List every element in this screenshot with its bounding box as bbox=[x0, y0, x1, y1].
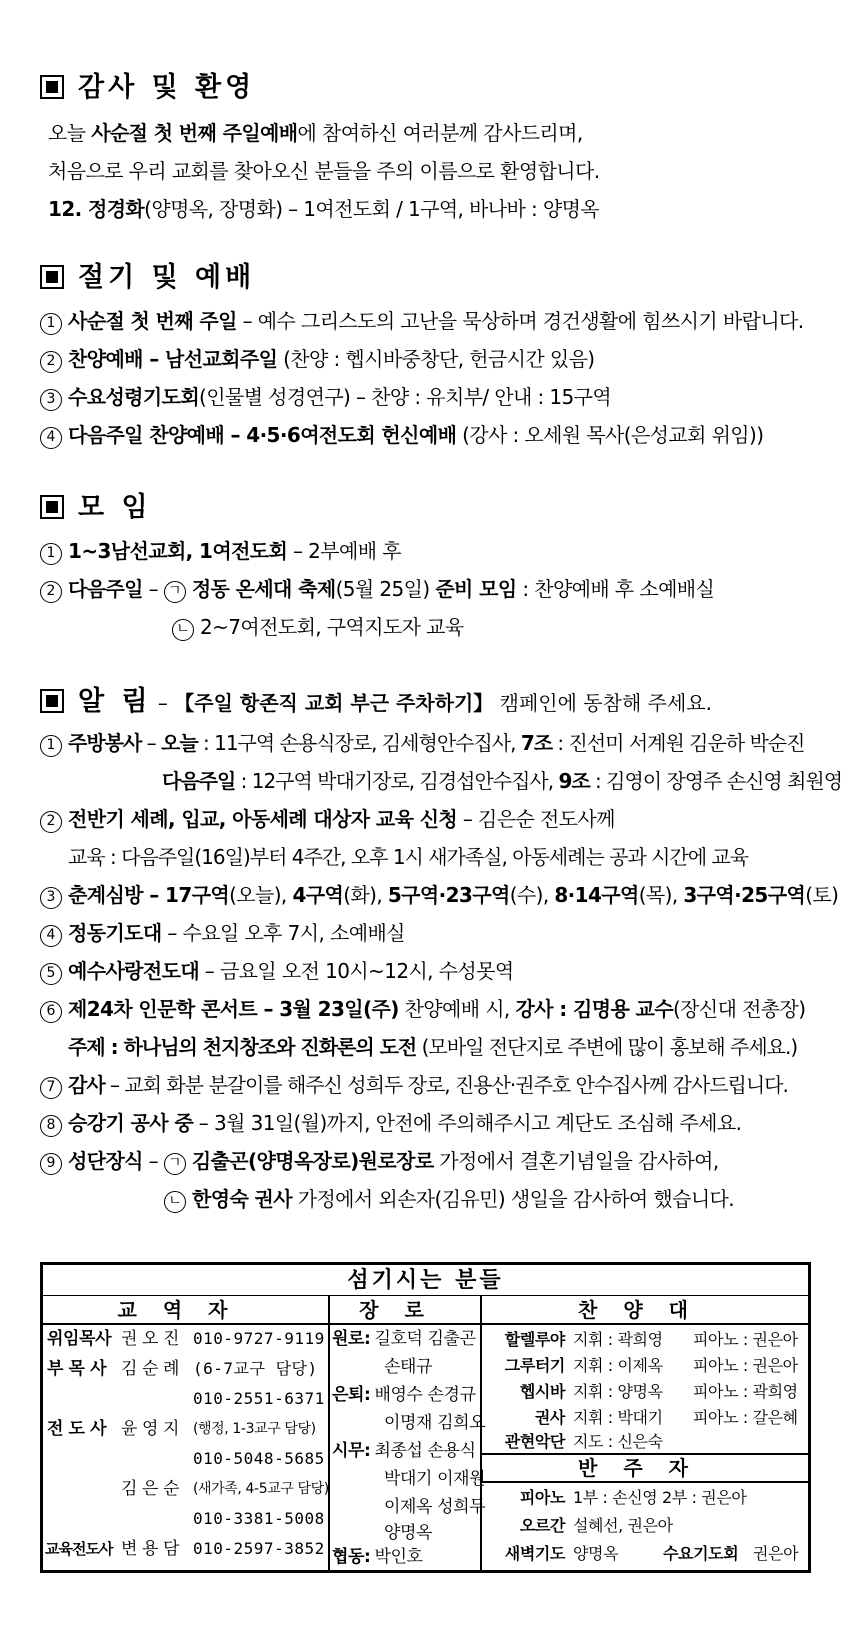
thanks-line-3 bbox=[40, 190, 830, 228]
season-section bbox=[40, 258, 830, 454]
baptism-contact: – 김은순 전도사께 bbox=[457, 807, 615, 831]
baptism-education: 전반기 세례, 입교, 아동세례 대상자 교육 신청 bbox=[68, 807, 458, 831]
notice-item-6 bbox=[40, 990, 830, 1028]
minister-row bbox=[47, 1354, 106, 1384]
circled-number-icon: 6 bbox=[40, 1001, 62, 1023]
visit-4-day: (목), bbox=[638, 883, 684, 907]
altar-donor-1: 김출곤(양명옥장로)원로장로 bbox=[191, 1149, 434, 1173]
minister-name: 권 오 진 bbox=[121, 1329, 180, 1349]
minister-row bbox=[121, 1414, 179, 1444]
visit-5: 3구역·25구역 bbox=[683, 883, 806, 907]
concert-speaker-title: (장신대 전총장) bbox=[672, 997, 806, 1021]
circled-number-icon: 5 bbox=[40, 963, 62, 985]
elder-names: 이명재 김희오 bbox=[384, 1413, 486, 1433]
accomp-row bbox=[573, 1511, 673, 1541]
elevator-work: 승강기 공사 중 bbox=[68, 1111, 194, 1135]
elder-names: 박대기 이재원 bbox=[384, 1469, 486, 1489]
evangelism-detail: – 금요일 오전 10시~12시, 수성못역 bbox=[199, 959, 514, 983]
thanks-heading bbox=[40, 68, 830, 108]
meeting-item-1-bold: 1~3남선교회, 1여전도회 bbox=[68, 539, 288, 563]
festival-date: (5월 25일) bbox=[335, 577, 436, 601]
kitchen-next-label: 다음주일 bbox=[162, 769, 236, 793]
evangelism-team: 예수사랑전도대 bbox=[68, 959, 200, 983]
visit-5-day: (토) bbox=[805, 883, 839, 907]
minister-row bbox=[193, 1354, 318, 1384]
season-item-3-rest: (인물별 성경연구) – 찬양 : 유치부/ 안내 : 15구역 bbox=[199, 385, 612, 409]
circled-number-icon: 7 bbox=[40, 1077, 62, 1099]
circled-letter-icon: ㄴ bbox=[172, 619, 194, 641]
visit-1-day: (오늘), bbox=[229, 883, 293, 907]
circled-number-icon: 1 bbox=[40, 735, 62, 757]
visit-2-day: (화), bbox=[343, 883, 388, 907]
elder-label: 시무: bbox=[332, 1441, 371, 1461]
kitchen-today-members: : 진선미 서계원 김운하 박순진 bbox=[552, 731, 805, 755]
visit-1: 춘계심방 – 17구역 bbox=[68, 883, 230, 907]
choir-name: 그루터기 bbox=[504, 1356, 565, 1375]
birthday-name: 12. 정경화 bbox=[48, 197, 145, 221]
servers-table bbox=[40, 1262, 811, 1573]
minister-row bbox=[193, 1444, 325, 1474]
meeting-heading bbox=[40, 488, 830, 528]
choir-row bbox=[485, 1427, 565, 1457]
concert-speaker: 강사 : 김명용 교수 bbox=[515, 997, 673, 1021]
minister-row bbox=[47, 1414, 106, 1444]
season-item-3 bbox=[40, 378, 830, 416]
notice-item-2-line-2 bbox=[40, 838, 830, 876]
choir-pianist: 피아노 : 권은아 bbox=[693, 1330, 798, 1349]
choir-pianist: 피아노 : 곽희영 bbox=[693, 1382, 798, 1401]
choir-name: 관현악단 bbox=[504, 1432, 565, 1451]
altar-donor-2: 한영숙 권사 bbox=[192, 1187, 292, 1211]
season-item-4-bold: 다음주일 찬양예배 – 4·5·6여전도회 헌신예배 bbox=[68, 423, 457, 447]
circled-number-icon: 1 bbox=[40, 313, 62, 335]
minister-name: 김 순 례 bbox=[121, 1359, 180, 1379]
meeting-item-2-dash: – bbox=[142, 577, 164, 601]
thanks-line-1-bold: 사순절 첫 번째 주일예배 bbox=[91, 121, 298, 145]
notice-item-3 bbox=[40, 876, 839, 914]
season-item-4 bbox=[40, 416, 830, 454]
kitchen-dash: – bbox=[141, 731, 161, 755]
notice-item-9 bbox=[40, 1142, 830, 1180]
accomp-row bbox=[485, 1483, 565, 1513]
accomp-text: 1부 : 손신영 2부 : 권은아 bbox=[573, 1488, 747, 1507]
thanks-line-1 bbox=[40, 114, 830, 152]
thanks-line-1-pre: 오늘 bbox=[48, 121, 92, 145]
baptism-schedule: 교육 : 다음주일(16일)부터 4주간, 오후 1시 새가족실, 아동세례는 공과 시간에 교육 bbox=[68, 845, 749, 869]
minister-phone: 010-9727-9119 bbox=[193, 1329, 325, 1348]
visit-4: 8·14구역 bbox=[554, 883, 639, 907]
notice-item-9-sub-2 bbox=[40, 1180, 830, 1218]
season-item-1-rest: – 예수 그리스도의 고난을 묵상하며 경건생활에 힘쓰시기 바랍니다. bbox=[236, 309, 804, 333]
elder-names: 박인호 bbox=[374, 1547, 423, 1567]
elder-row bbox=[384, 1408, 485, 1438]
birthday-detail: (양명옥, 장명화) – 1여전도회 / 1구역, 바나바 : 양명옥 bbox=[144, 197, 600, 221]
altar-flowers: 성단장식 bbox=[68, 1149, 143, 1173]
season-item-2-bold: 찬양예배 – 남선교회주일 bbox=[68, 347, 278, 371]
circled-number-icon: 3 bbox=[40, 389, 62, 411]
minister-row bbox=[121, 1534, 179, 1564]
choir-leader: 지휘 : 박대기 bbox=[573, 1408, 663, 1427]
accomp-row bbox=[573, 1539, 618, 1569]
choir-leader: 지휘 : 이제옥 bbox=[573, 1356, 663, 1375]
notice-item-5 bbox=[40, 952, 830, 990]
elder-names: 이제옥 성희두 bbox=[384, 1497, 486, 1517]
accomp-name: 새벽기도 bbox=[504, 1544, 565, 1563]
kitchen-next-members: : 김영이 장영주 손신영 최원영 bbox=[589, 769, 843, 793]
meeting-heading-text: 모 임 bbox=[78, 492, 152, 523]
elder-row bbox=[332, 1436, 476, 1466]
minister-duty: (새가족, 4-5교구 담당) bbox=[193, 1481, 329, 1497]
kitchen-today-team: 7조 bbox=[520, 731, 553, 755]
choir-name: 헵시바 bbox=[519, 1382, 565, 1401]
choir-leader: 지도 : 신은숙 bbox=[573, 1432, 663, 1451]
colhead-ministers: 교역자 bbox=[117, 1298, 254, 1322]
notice-item-8 bbox=[40, 1104, 830, 1142]
minister-row bbox=[121, 1324, 179, 1354]
elder-row bbox=[332, 1542, 423, 1572]
season-heading-text: 절기 및 예배 bbox=[78, 262, 256, 293]
parking-campaign-rest: 캠페인에 동참해 주세요. bbox=[493, 691, 712, 715]
minister-row bbox=[47, 1324, 111, 1354]
elder-names: 길호덕 김출곤 bbox=[374, 1329, 476, 1349]
notice-item-2 bbox=[40, 800, 830, 838]
minister-phone: 010-5048-5685 bbox=[193, 1449, 325, 1468]
elder-row bbox=[332, 1380, 476, 1410]
elder-names: 최종섭 손용식 bbox=[374, 1441, 476, 1461]
minister-row bbox=[193, 1384, 325, 1414]
elder-names: 양명옥 bbox=[384, 1523, 433, 1543]
concert-title: 제24차 인문학 콘서트 – 3월 23일(주) bbox=[68, 997, 399, 1021]
minister-row bbox=[121, 1474, 179, 1504]
choir-leader: 지휘 : 곽희영 bbox=[573, 1330, 663, 1349]
meeting-item-2 bbox=[40, 570, 830, 608]
notice-heading bbox=[40, 682, 830, 722]
choir-pianist: 피아노 : 권은아 bbox=[693, 1356, 798, 1375]
season-item-4-rest: (강사 : 오세원 목사(은성교회 위임)) bbox=[456, 423, 764, 447]
elder-label: 협동: bbox=[332, 1547, 371, 1567]
accomp-row bbox=[663, 1539, 738, 1569]
notice-item-4 bbox=[40, 914, 830, 952]
meeting-item-1-rest: – 2부예배 후 bbox=[287, 539, 401, 563]
minister-duty: (6-7교구 담당) bbox=[193, 1359, 318, 1378]
circled-number-icon: 4 bbox=[40, 427, 62, 449]
notice-heading-dash: – bbox=[151, 691, 175, 715]
minister-phone: 010-3381-5008 bbox=[193, 1509, 325, 1528]
thanks-line-1-post: 에 참여하신 여러분께 감사드리며, bbox=[297, 121, 583, 145]
circled-number-icon: 2 bbox=[40, 351, 62, 373]
elder-row bbox=[384, 1352, 432, 1382]
notice-heading-text: 알 림 bbox=[78, 686, 152, 717]
accomp-extra: 권은아 bbox=[753, 1544, 799, 1563]
kitchen-today-label: 오늘 bbox=[161, 731, 198, 755]
season-item-3-bold: 수요성령기도회 bbox=[68, 385, 200, 409]
kitchen-today: : 11구역 손용식장로, 김세형안수집사, bbox=[197, 731, 521, 755]
minister-name: 김 은 순 bbox=[121, 1479, 180, 1499]
elder-names: 배영수 손경규 bbox=[374, 1385, 476, 1405]
notice-item-7 bbox=[40, 1066, 830, 1104]
kitchen-next: : 12구역 박대기장로, 김경섭안수집사, bbox=[235, 769, 559, 793]
notice-item-1 bbox=[40, 724, 830, 762]
thanks-section bbox=[40, 68, 830, 228]
minister-row bbox=[121, 1354, 179, 1384]
visit-2: 4구역 bbox=[292, 883, 344, 907]
square-bullet-icon bbox=[40, 265, 64, 289]
accomp-row bbox=[753, 1539, 798, 1569]
elder-row bbox=[332, 1324, 476, 1354]
meeting-section bbox=[40, 488, 830, 646]
thanks-line-2 bbox=[40, 152, 830, 190]
minister-row bbox=[193, 1504, 325, 1534]
choir-row bbox=[573, 1427, 663, 1457]
meeting-item-1 bbox=[40, 532, 830, 570]
circled-letter-icon: ㄱ bbox=[164, 1153, 186, 1175]
choir-row bbox=[693, 1403, 798, 1433]
accomp-name: 오르간 bbox=[519, 1516, 565, 1535]
minister-role: 위임목사 bbox=[47, 1329, 112, 1349]
accomp-text: 양명옥 bbox=[573, 1544, 619, 1563]
season-item-2 bbox=[40, 340, 830, 378]
minister-name: 변 용 담 bbox=[121, 1539, 180, 1559]
minister-row bbox=[193, 1324, 325, 1354]
prayer-group: 정동기도대 bbox=[68, 921, 162, 945]
divider-ministers-elders bbox=[328, 1296, 330, 1570]
notice-section bbox=[40, 682, 843, 1218]
accomp-name: 피아노 bbox=[519, 1488, 565, 1507]
choir-leader: 지휘 : 양명옥 bbox=[573, 1382, 663, 1401]
accomp-text: 설혜선, 권은아 bbox=[573, 1516, 673, 1535]
visit-3-day: (수), bbox=[509, 883, 555, 907]
accomp-extra-label: 수요기도회 bbox=[663, 1544, 739, 1563]
colhead-accomp: 반주자 bbox=[578, 1456, 714, 1480]
thanks-notice: 감사 bbox=[68, 1073, 105, 1097]
meeting-item-2-bold: 다음주일 bbox=[68, 577, 143, 601]
elder-label: 원로: bbox=[332, 1329, 371, 1349]
altar-dash: – bbox=[142, 1149, 164, 1173]
minister-name: 윤 영 지 bbox=[121, 1419, 180, 1439]
prep-meeting: 준비 모임 bbox=[435, 577, 517, 601]
elder-names: 손태규 bbox=[384, 1357, 433, 1377]
square-bullet-icon bbox=[40, 495, 64, 519]
choir-name: 할렐루야 bbox=[504, 1330, 565, 1349]
prayer-group-detail: – 수요일 오후 7시, 소예배실 bbox=[161, 921, 405, 945]
kitchen-service: 주방봉사 bbox=[68, 731, 142, 755]
thanks-heading-text: 감사 및 환영 bbox=[78, 72, 256, 103]
meeting-item-2-sub-2 bbox=[40, 608, 830, 646]
minister-duty: (행정, 1-3교구 담당) bbox=[193, 1421, 316, 1437]
meeting-item-2-sub-2-text: 2~7여전도회, 구역지도자 교육 bbox=[200, 615, 464, 639]
colhead-choir: 찬양대 bbox=[578, 1298, 714, 1322]
concert-promo: (모바일 전단지로 주변에 많이 홍보해 주세요.) bbox=[416, 1035, 798, 1059]
visit-3: 5구역·23구역 bbox=[387, 883, 510, 907]
elevator-work-detail: – 3월 31일(월)까지, 안전에 주의해주시고 계단도 조심해 주세요. bbox=[193, 1111, 742, 1135]
accomp-row bbox=[485, 1539, 565, 1569]
circled-number-icon: 8 bbox=[40, 1115, 62, 1137]
circled-letter-icon: ㄴ bbox=[164, 1191, 186, 1213]
minister-row bbox=[193, 1474, 329, 1504]
altar-donor-2-detail: 가정에서 외손자(김유민) 생일을 감사하여 했습니다. bbox=[291, 1187, 735, 1211]
servers-title: 섬기시는 분들 bbox=[43, 1265, 808, 1296]
elder-row bbox=[384, 1464, 485, 1494]
choir-pianist: 피아노 : 갈은혜 bbox=[693, 1408, 798, 1427]
circled-number-icon: 9 bbox=[40, 1153, 62, 1175]
altar-donor-1-detail: 가정에서 결혼기념일을 감사하여, bbox=[433, 1149, 719, 1173]
elder-label: 은퇴: bbox=[332, 1385, 371, 1405]
parking-campaign: 【주일 항존직 교회 부근 주차하기】 bbox=[174, 691, 494, 715]
season-item-1 bbox=[40, 302, 830, 340]
prep-meeting-detail: : 찬양예배 후 소예배실 bbox=[516, 577, 715, 601]
circled-number-icon: 2 bbox=[40, 581, 62, 603]
circled-number-icon: 1 bbox=[40, 543, 62, 565]
minister-role: 부 목 사 bbox=[47, 1359, 107, 1379]
accomp-row bbox=[485, 1511, 565, 1541]
minister-row bbox=[193, 1534, 325, 1564]
colhead-elders: 장로 bbox=[359, 1298, 450, 1322]
circled-number-icon: 2 bbox=[40, 811, 62, 833]
concert-topic: 주제 : 하나님의 천지창조와 진화론의 도전 bbox=[68, 1035, 417, 1059]
thanks-line-2-text: 처음으로 우리 교회를 찾아오신 분들을 주의 이름으로 환영합니다. bbox=[48, 159, 600, 183]
kitchen-next-team: 9조 bbox=[558, 769, 590, 793]
minister-role: 전 도 사 bbox=[47, 1419, 107, 1439]
choir-name: 권사 bbox=[534, 1408, 565, 1427]
thanks-notice-detail: – 교회 화분 분갈이를 해주신 성희두 장로, 진용산·권주호 안수집사께 감사드립니다. bbox=[104, 1073, 788, 1097]
festival-name: 정동 온세대 축제 bbox=[191, 577, 336, 601]
minister-phone: 010-2551-6371 bbox=[193, 1389, 325, 1408]
notice-item-1-next bbox=[40, 762, 843, 800]
season-item-2-rest: (찬양 : 헵시바중창단, 헌금시간 있음) bbox=[277, 347, 595, 371]
circled-number-icon: 4 bbox=[40, 925, 62, 947]
circled-letter-icon: ㄱ bbox=[164, 581, 186, 603]
notice-item-6-line-2 bbox=[40, 1028, 830, 1066]
season-heading bbox=[40, 258, 830, 298]
square-bullet-icon bbox=[40, 689, 64, 713]
accomp-row bbox=[573, 1483, 746, 1513]
season-item-1-bold: 사순절 첫 번째 주일 bbox=[68, 309, 237, 333]
minister-row bbox=[45, 1534, 112, 1564]
minister-row bbox=[193, 1414, 316, 1444]
minister-phone: 010-2597-3852 bbox=[193, 1539, 325, 1558]
minister-role: 교육전도사 bbox=[45, 1540, 113, 1558]
square-bullet-icon bbox=[40, 75, 64, 99]
circled-number-icon: 3 bbox=[40, 887, 62, 909]
concert-time: 찬양예배 시, bbox=[398, 997, 516, 1021]
